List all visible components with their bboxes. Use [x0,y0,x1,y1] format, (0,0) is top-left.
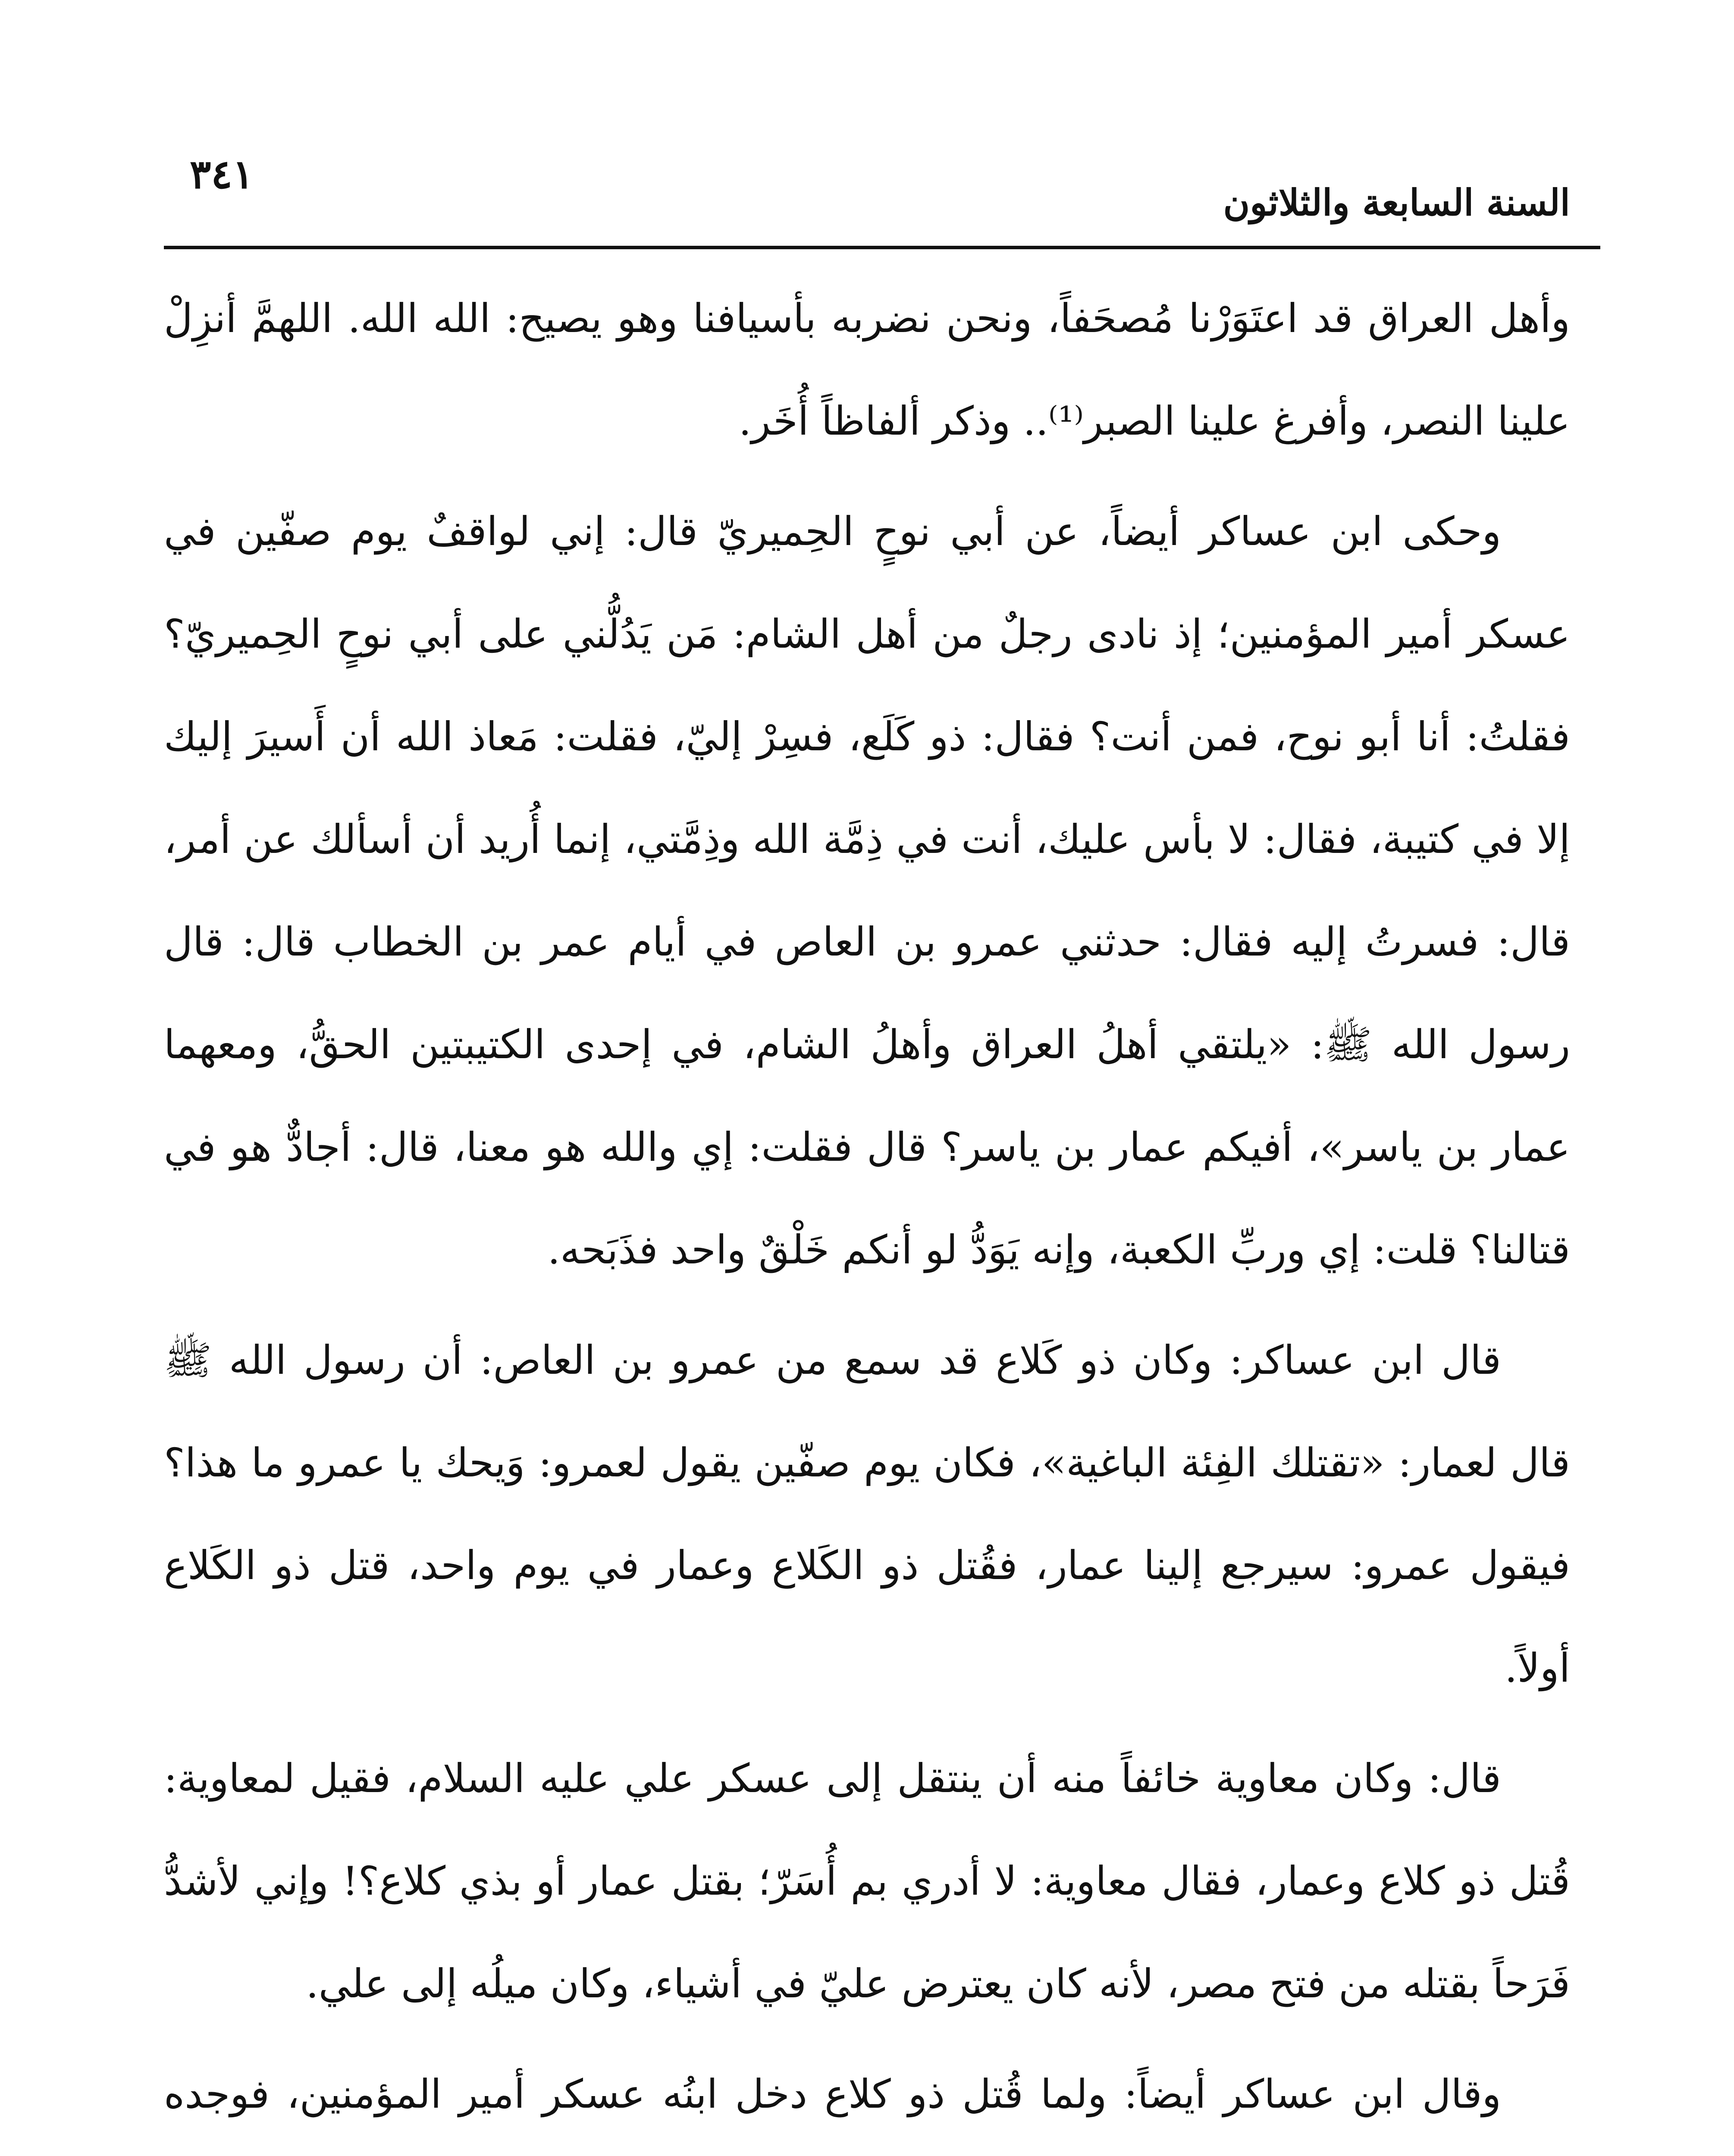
paragraph: قال: وكان معاوية خائفاً منه أن ينتقل إلى عسكر علي عليه السلام، فقيل لمعاوية: قُتل ذو كلاع وعمار، فقال معاوية: لا أدري بم أُسَرّ؛ بقتل عمار أو بذي كلاع؟! وإني لأشدُّ فَرَحاً بقتله من فتح مصر، لأنه كان يعترض عليّ في أشياء، وكان ميلُه إلى علي. [164,1755,1570,2007]
paragraph: وقال ابن عساكر أيضاً: ولما قُتل ذو كلاع دخل ابنُه عسكر أمير المؤمنين، فوجده [164,2071,1501,2117]
page-number: ٣٤١ [190,151,254,197]
header-rule [164,246,1600,249]
paragraph: قال ابن عساكر: وكان ذو كَلاع قد سمع من عمرو بن العاص: أن رسول الله ﷺ قال لعمار: «تقتلك الفِئة الباغية»، فكان يوم صفّين يقول لعمرو: وَيحك يا عمرو ما هذا؟ فيقول عمرو: سيرجع إلينا عمار، فقُتل ذو الكَلاع وعمار في يوم واحد، قتل ذو الكَلاع أولاً. [164,1337,1570,1691]
paragraph: وأهل العراق قد اعتَوَرْنا مُصحَفاً، ونحن نضربه بأسيافنا وهو يصيح: الله الله. اللهمَّ أنزِلْ علينا النصر، وأفرغ علينا الصبر⁽¹⁾.. وذكر ألفاظاً أُخَر. [164,295,1570,444]
running-title: السنة السابعة والثلاثون [1223,181,1570,224]
paragraph: وحكى ابن عساكر أيضاً، عن أبي نوحٍ الحِميريّ قال: إني لواقفٌ يوم صفّين في عسكر أمير المؤمنين؛ إذ نادى رجلٌ من أهل الشام: مَن يَدُلُّني على أبي نوحٍ الحِميريّ؟ فقلتُ: أنا أبو نوح، فمن أنت؟ فقال: ذو كَلَع، فسِرْ إليّ، فقلت: مَعاذ الله أن أَسيرَ إليك إلا في كتيبة، فقال: لا بأس عليك، أنت في ذِمَّة الله وذِمَّتي، إنما أُريد أن أسألك عن أمر، قال: فسرتُ إليه فقال: حدثني عمرو بن العاص في أيام عمر بن الخطاب قال: قال رسول الله ﷺ: «يلتقي أهلُ العراق وأهلُ الشام، في إحدى الكتيبتين الحقُّ، ومعهما عمار بن ياسر»، أفيكم عمار بن ياسر؟ قال فقلت: إي والله هو معنا، قال: أجادٌّ هو في قتالنا؟ قلت: إي وربِّ الكعبة، وإنه يَوَدُّ لو أنكم خَلْقٌ واحد فذَبَحه. [164,508,1570,1273]
main-text [164,267,1570,2156]
page-header [164,142,1570,224]
